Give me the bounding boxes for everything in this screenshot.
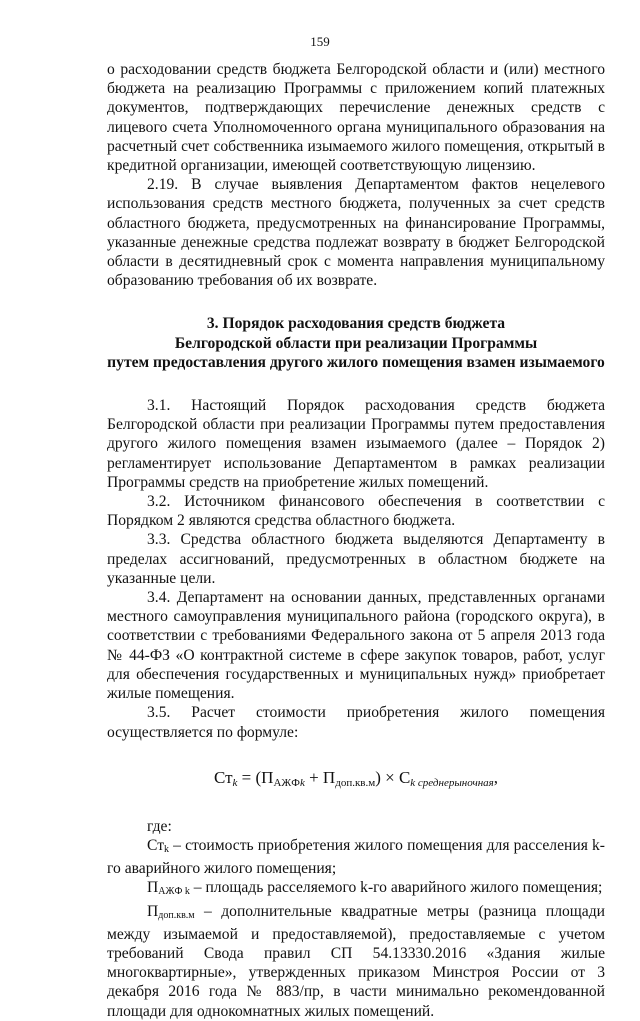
formula-term2-sub: доп.кв.м: [335, 776, 376, 789]
formula-term1-sub2: k: [299, 776, 305, 789]
paragraph-2-19: 2.19. В случае выявления Департаментом фактов нецелевого использования средств местного бюджета, полученных за счет средств областного бюджета, предусмотренных на финансирование Программы, указанные денежные средства подлежат возврату в бюджет Белгородской области в десятидневный срок с момента направления муниципальному образованию требования об их возврате.: [107, 176, 605, 290]
page-number: 159: [310, 34, 330, 49]
heading-line-3: путем предоставления другого жилого помещения взамен изымаемого: [107, 353, 605, 371]
formula-plus: + П: [304, 767, 336, 787]
def2-term: П: [147, 879, 159, 897]
legend-where: где:: [147, 817, 172, 835]
def2-text: – площадь расселяемого k-го аварийного жилого помещения;: [189, 879, 603, 897]
paragraph-3-4: 3.4. Департамент на основании данных, представленных органами местного самоуправления муниципального района (городского округа), в соответствии с требованиями Федерального закона от 5 апреля 2013 года № 44-ФЗ «О контрактной системе в сфере закупок товаров, работ, услуг для обеспечения государственных и муниципальных нужд» приобретает жилые помещения.: [107, 589, 605, 703]
formula-term1-sub: АЖФ: [273, 776, 300, 789]
paragraph-3-3: 3.3. Средства областного бюджета выделяются Департаменту в пределах ассигнований, предусмотренных в областном бюджете на указанные цели.: [107, 531, 605, 587]
legend-definition-2: [107, 878, 605, 901]
def1-text: – стоимость приобретения жилого помещения для расселения k-го аварийного жилого помещения;: [107, 836, 605, 878]
formula-lhs: Ст: [213, 767, 233, 787]
document-body: [107, 60, 605, 1021]
def3-sub: доп.кв.м: [158, 909, 195, 921]
formula-trail: ,: [493, 767, 499, 787]
formula-lhs-sub: k: [232, 776, 238, 789]
heading-line-2: Белгородской области при реализации Программы: [174, 334, 538, 352]
paragraph-3-2: 3.2. Источником финансового обеспечения в соответствии с Порядком 2 являются средства областного бюджета.: [107, 493, 605, 530]
paragraph-continuation: о расходовании средств бюджета Белгородской области и (или) местного бюджета на реализацию Программы с приложением копий платежных документов, подтверждающих перечисление денежных средств с лицевого счета Уполномоченного органа муниципального образования на расчетный счет собственника изымаемого жилого помещения, открытый в кредитной организации, имеющей соответствующую лицензию.: [107, 61, 605, 175]
cost-formula: [107, 766, 605, 795]
formula-eq: = (П: [237, 767, 274, 787]
paragraph-3-1: 3.1. Настоящий Порядок расходования средств бюджета Белгородской области при реализации Программы путем предоставления другого жилого помещения взамен изымаемого (далее – Порядок 2) регламентирует использование Департаментом в рамках реализации Программы средств на приобретение жилых помещений.: [107, 397, 605, 491]
legend-definition-3: [107, 902, 605, 1021]
def1-term: Ст: [147, 836, 165, 854]
formula-rhs-sub: k среднерыночная: [410, 776, 494, 789]
def3-text: – дополнительные квадратные метры (разница площади между изымаемой и предоставляемой), предоставляемые с учетом требований Свода правил СП 54.13330.2016 «Здания жилые многоквартирные», утвержденных приказом Минстроя России от 3 декабря 2016 года № 883/пр, в части минимально рекомендованной площади для однокомнатных жилых помещений.: [107, 902, 605, 1020]
paragraph-3-5: 3.5. Расчет стоимости приобретения жилого помещения осуществляется по формуле:: [107, 704, 605, 741]
def1-sub: k: [164, 843, 170, 855]
section-3-heading: [107, 314, 605, 372]
def3-term: П: [147, 902, 159, 920]
formula-times: ) × С: [375, 767, 411, 787]
legend-definition-1: [107, 836, 605, 878]
def2-sub: АЖФ k: [158, 886, 190, 898]
heading-line-1: 3. Порядок расходования средств бюджета: [206, 315, 506, 333]
